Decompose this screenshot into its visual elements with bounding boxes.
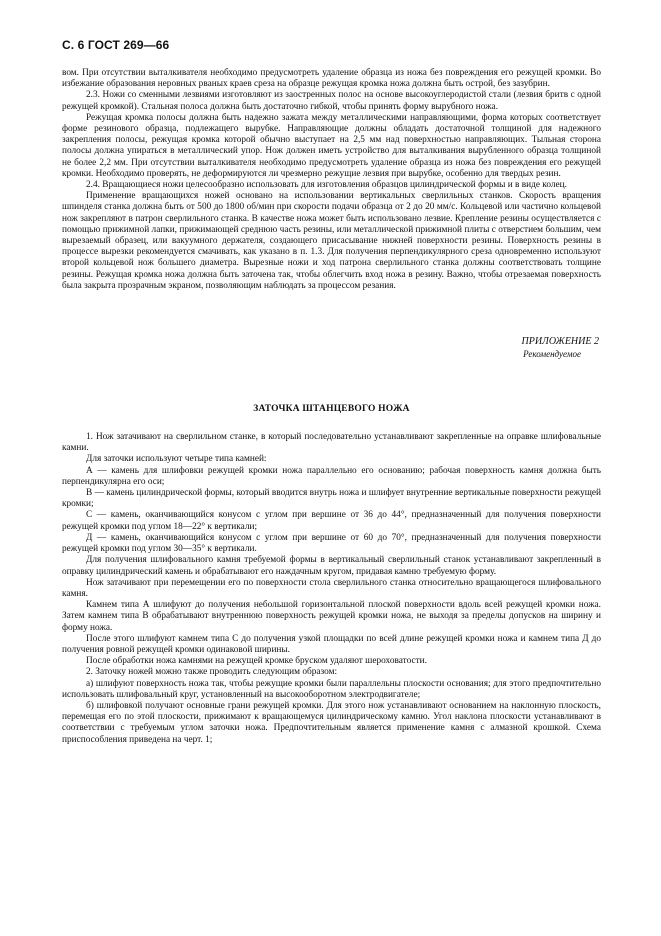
paragraph: 2. Заточку ножей можно также проводить следующим образом: bbox=[86, 667, 338, 678]
paragraph: В — камень цилиндрической формы, который вводится внутрь ножа и шлифует внутренние вертикальные поверхности режущей кромки; bbox=[62, 488, 601, 510]
paragraph: Применение вращающихся ножей основано на использовании вертикальных сверлильных станков. Скорость вращения шпинделя станка должна быть от 500 до 1800 об/мин при скорости подачи образца от 2 до 20 мм/с. Кольцевой или частично кольцевой нож закрепляют в патрон сверлильного станка. В качестве ножа может быть использовано лезвие. Крепление резины осуществляется с помощью прижимной лапки, прижимающей среднюю часть резины, или металлической прижимной плиты с отверстием большим, чем вырезаемый образец, или вакуумного держателя, создающего присасывание нижней поверхности резины. Поверхность резины в процессе вырезки рекомендуется смачивать, как указано в п. 1.3. Для получения перпендикулярного среза одновременно используют второй кольцевой нож большего диаметра. Вырезные ножи и ход патрона сверлильного станка должны соответствовать толщине резины. Режущая кромка ножа должна быть заточена так, чтобы облегчить вход ножа в резину. Важно, чтобы отрезаемая поверхность была закрыта прозрачным экраном, позволяющим наблюдать за процессом резания. bbox=[62, 191, 601, 291]
paragraph: вом. При отсутствии выталкивателя необходимо предусмотреть удаление образца из ножа без повреждения его режущей кромки. Во избежание образования неровных рваных краев среза на образце режущая кромка ножа должна быть острой, без зазубрин. bbox=[62, 68, 601, 90]
section-title: ЗАТОЧКА ШТАНЦЕВОГО НОЖА bbox=[253, 404, 410, 415]
paragraph: После этого шлифуют камнем типа С до получения узкой площадки по всей длине режущей кромки ножа и камнем типа Д до получения ровной режущей кромки одинаковой ширины. bbox=[62, 633, 601, 655]
paragraph: Камнем типа А шлифуют до получения небольшой горизонтальной плоской поверхности вдоль всей режущей кромки ножа. Затем камнем типа В обрабатывают внутреннюю поверхность режущей кромки ножа, не выходя за пределы допусков на ширину и форму ножа. bbox=[62, 600, 601, 633]
paragraph: Для заточки используют четыре типа камней: bbox=[86, 454, 267, 465]
paragraph: Д — камень, оканчивающийся конусом с углом при вершине от 60 до 70°, предназначенный для получения поверхности режущей кромки под углом 30—35° к вертикали. bbox=[62, 532, 601, 555]
page-header: С. 6 ГОСТ 269—66 bbox=[62, 38, 170, 52]
paragraph: 2.3. Ножи со сменными лезвиями изготовляют из заостренных полос на основе высокоуглеродистой стали (лезвия бритв с одной режущей кромкой). Стальная полоса должна быть достаточно гибкой, чтобы принять форму вырубного ножа. bbox=[62, 90, 601, 112]
appendix-title: ПРИЛОЖЕНИЕ 2 bbox=[521, 336, 599, 348]
paragraph: Нож затачивают при перемещении его по поверхности стола сверлильного станка относительно вращающегося шлифовального камня. bbox=[62, 577, 601, 599]
paragraph: Для получения шлифовального камня требуемой формы в вертикальный сверлильный станок устанавливают закрепленный в оправку цилиндрический камень и обрабатывают его наждачным кругом, придавая камню требуемую форму. bbox=[62, 555, 601, 577]
paragraph: А — камень для шлифовки режущей кромки ножа параллельно его основанию; рабочая поверхность камня должна быть перпендикулярна его оси; bbox=[62, 465, 601, 487]
paragraph: С — камень, оканчивающийся конусом с углом при вершине от 36 до 44°, предназначенный для получения поверхности режущей кромки под углом 18—22° к вертикали; bbox=[62, 510, 601, 532]
paragraph: 2.4. Вращающиеся ножи целесообразно использовать для изготовления образцов цилиндрической формы и в виде колец. bbox=[86, 180, 567, 191]
paragraph: б) шлифовкой получают основные грани режущей кромки. Для этого нож устанавливают основанием на наклонную плоскость, перемещая его по этой плоскости, прижимают к вращающемуся цилиндрическому камню. Угол наклона плоскости устанавливают в соответствии с требуемым углом заточки ножа. Предпочтительным является применение камня с алмазной крошкой. Схема приспособления приведена на черт. 1; bbox=[62, 700, 601, 745]
paragraph: 1. Нож затачивают на сверлильном станке, в который последовательно устанавливают закрепленные на оправке шлифовальные камни. bbox=[62, 432, 601, 454]
appendix-label bbox=[62, 336, 601, 360]
appendix-note: Рекомендуемое bbox=[523, 349, 581, 360]
paragraph: Режущая кромка полосы должна быть надежно зажата между металлическими направляющими, форма которых соответствует форме резинового образца, подлежащего вырубке. Направляющие должны обладать достаточной толщиной для надежного закрепления полосы, режущая кромка которой обычно выступает на 2,5 мм над поверхностью направляющих. Тыльная сторона полосы должна упираться в металлический упор. Нож должен иметь устройство для выталкивания вырубленного образца толщиной не более 2,2 мм. При отсутствии выталкивателя необходимо предусмотреть удаление образца из ножа без повреждения его режущей кромки. Необходимо проверять, не деформируются ли чрезмерно режущие лезвия при вырубке, особенно для твердых резин. bbox=[62, 112, 601, 179]
paragraph: После обработки ножа камнями на режущей кромке бруском удаляют шероховатости. bbox=[86, 656, 427, 667]
paragraph: а) шлифуют поверхность ножа так, чтобы режущие кромки были параллельны плоскости основания; для этого предпочтительно использовать шлифовальный круг, установленный на высокооборотном электродвигателе; bbox=[62, 678, 601, 700]
document-page bbox=[62, 38, 601, 746]
